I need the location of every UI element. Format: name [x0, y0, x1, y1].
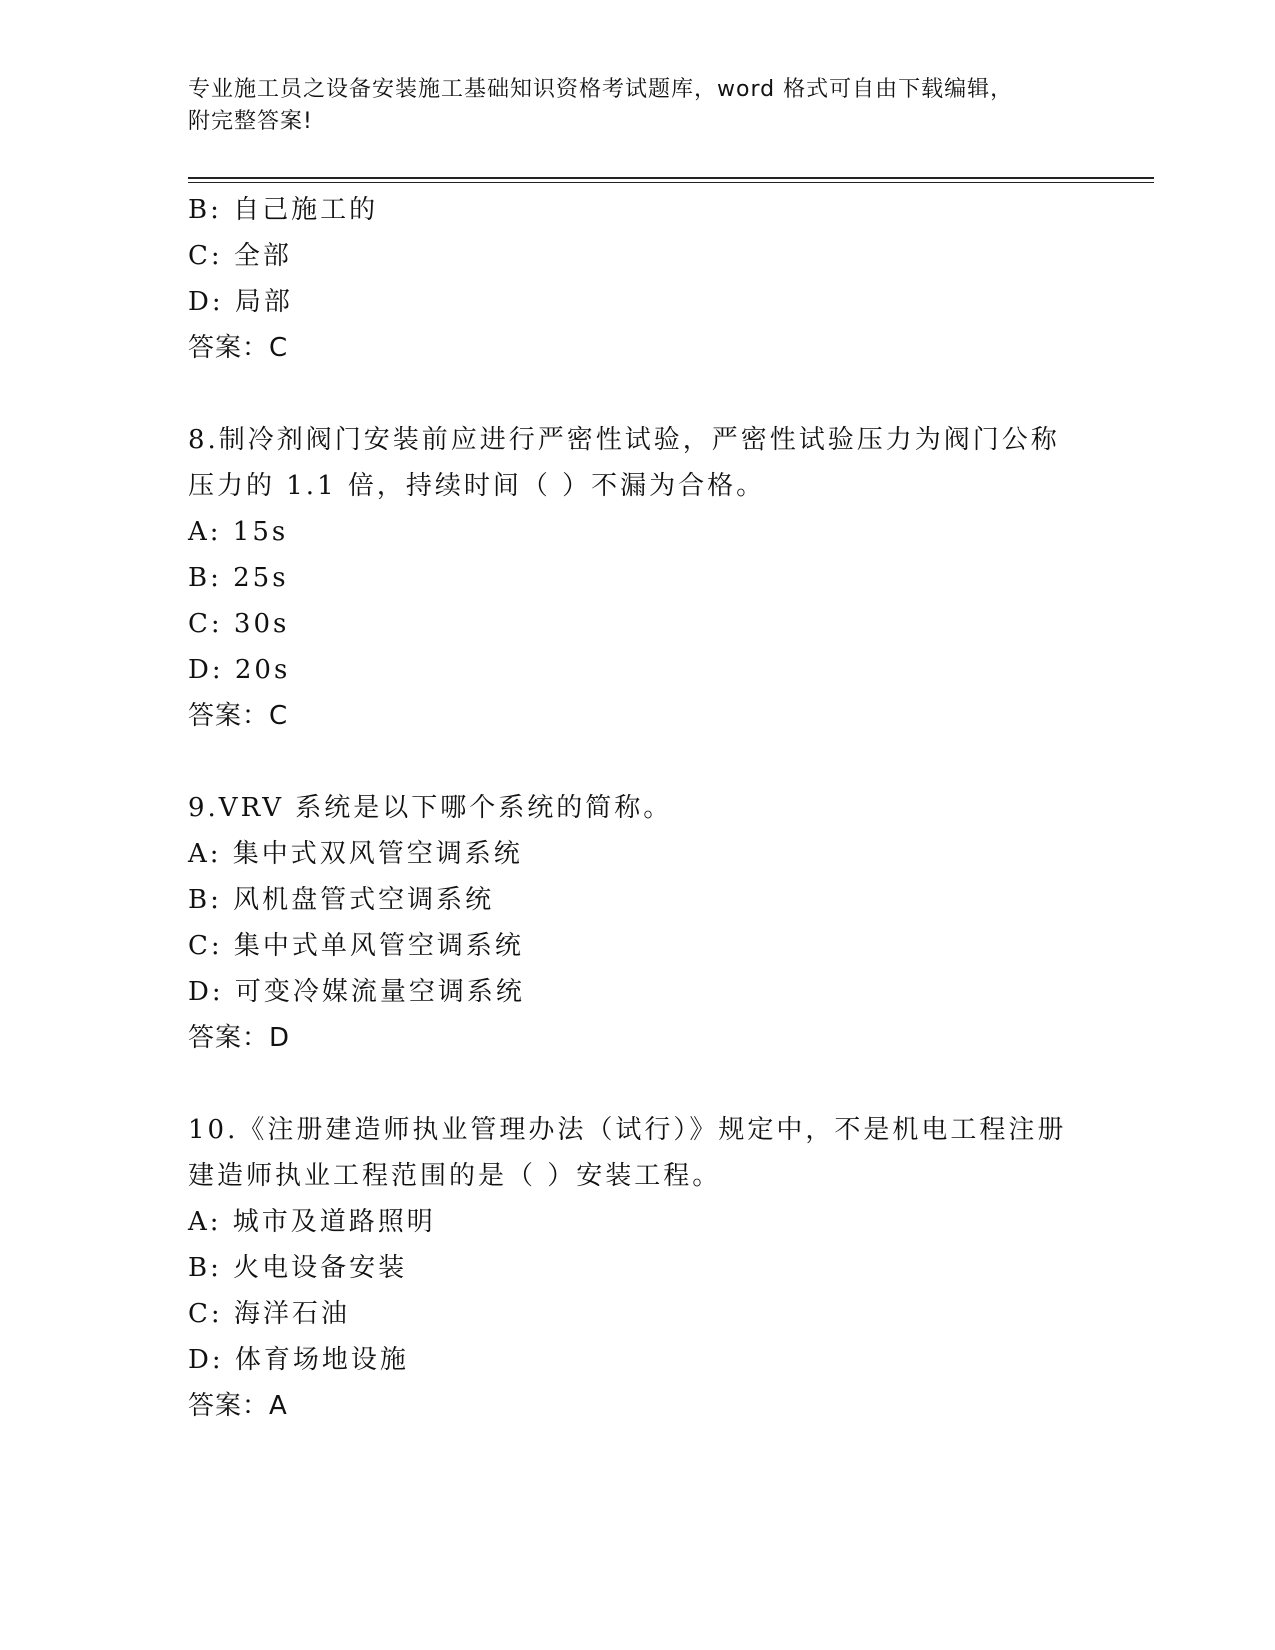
question-list — [188, 187, 1088, 1429]
header-line-2: 附完整答案! — [188, 109, 313, 134]
option-a: A: 15s — [188, 517, 289, 547]
question-stem-line-2: 建造师执业工程范围的是（ ）安装工程。 — [188, 1161, 722, 1191]
option-c: C: 30s — [188, 609, 290, 639]
header-line-1: 专业施工员之设备安装施工基础知识资格考试题库，word 格式可自由下载编辑， — [188, 77, 1014, 102]
option-c: C: 集中式单风管空调系统 — [188, 931, 524, 961]
option-a: A: 城市及道路照明 — [188, 1207, 436, 1237]
answer-line: 答案：D — [188, 1023, 291, 1053]
question-9 — [188, 785, 1088, 1061]
answer-line: 答案：A — [188, 1391, 288, 1421]
question-stem-line-1: 10.《注册建造师执业管理办法（试行）》规定中，不是机电工程注册 — [188, 1115, 1067, 1145]
header-divider-thin — [188, 182, 1154, 183]
option-b: B: 火电设备安装 — [188, 1253, 408, 1283]
option-c: C: 全部 — [188, 241, 292, 271]
question-8 — [188, 417, 1088, 739]
option-d: D: 局部 — [188, 287, 293, 317]
option-b: B: 自己施工的 — [188, 195, 379, 225]
question-prev — [188, 187, 1088, 371]
question-stem-line-1: 9.VRV 系统是以下哪个系统的简称。 — [188, 793, 673, 823]
spacer — [188, 1061, 1088, 1107]
header-divider-thick — [188, 177, 1154, 179]
spacer — [188, 739, 1088, 785]
option-a: A: 集中式双风管空调系统 — [188, 839, 523, 869]
option-d: D: 体育场地设施 — [188, 1345, 409, 1375]
option-b: B: 风机盘管式空调系统 — [188, 885, 495, 915]
question-stem-line-2: 压力的 1.1 倍，持续时间（ ）不漏为合格。 — [188, 471, 766, 501]
answer-line: 答案：C — [188, 333, 289, 363]
option-d: D: 20s — [188, 655, 291, 685]
option-d: D: 可变冷媒流量空调系统 — [188, 977, 525, 1007]
option-c: C: 海洋石油 — [188, 1299, 350, 1329]
spacer — [188, 371, 1088, 417]
question-stem-line-1: 8.制冷剂阀门安装前应进行严密性试验，严密性试验压力为阀门公称 — [188, 425, 1060, 455]
option-b: B: 25s — [188, 563, 289, 593]
question-10 — [188, 1107, 1088, 1429]
document-header — [188, 74, 1068, 138]
answer-line: 答案：C — [188, 701, 289, 731]
